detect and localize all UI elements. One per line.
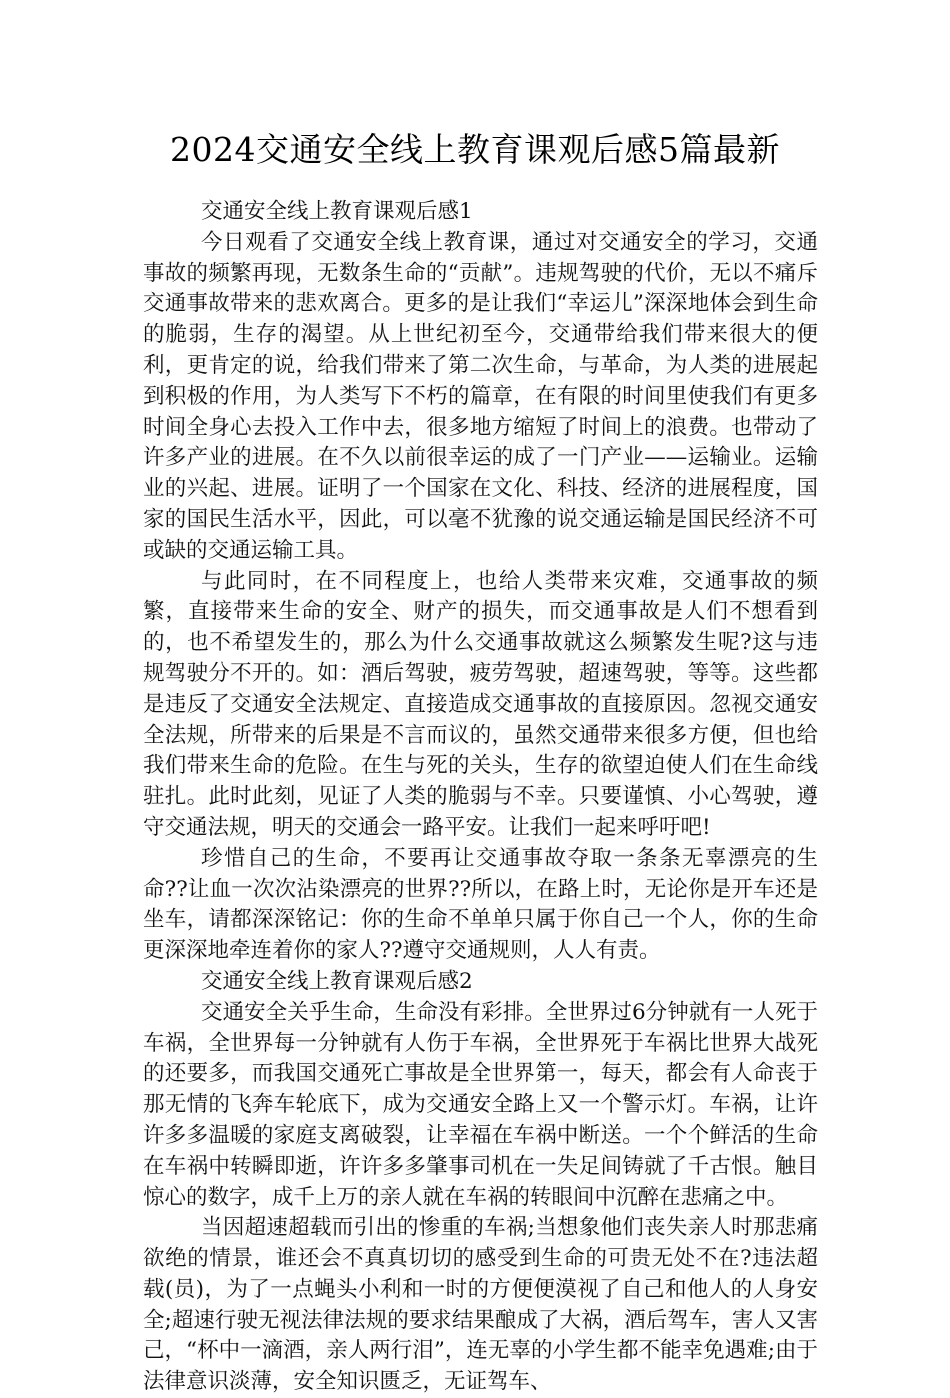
body-paragraph: 珍惜自己的生命，不要再让交通事故夺取一条条无辜漂亮的生命??让血一次次沾染漂亮的世界??所以，在路上时，无论你是开车还是坐车，请都深深铭记：你的生命不单单只属于你自己一个人，你的生命更深深地牵连着你的家人??遵守交通规则，人人有责。 bbox=[143, 845, 818, 964]
section-heading: 交通安全线上教育课观后感1 bbox=[201, 199, 473, 224]
section-heading: 交通安全线上教育课观后感2 bbox=[201, 968, 473, 994]
body-paragraph: 交通安全关乎生命，生命没有彩排。全世界过6分钟就有一人死于车祸，全世界每一分钟就有人伤于车祸，全世界死于车祸比世界大战死的还要多，而我国交通死亡事故是全世界第一，每天，都会有人命丧于那无情的飞奔车轮底下，成为交通安全路上又一个警示灯。车祸，让许许多多温暖的家庭支离破裂，让幸福在车祸中断送。一个个鲜活的生命在车祸中转瞬即逝，许许多多肇事司机在一失足间铸就了千古恨。触目惊心的数字，成千上万的亲人就在车祸的转眼间中沉醉在悲痛之中。 bbox=[143, 999, 818, 1210]
body-paragraph: 当因超速超载而引出的惨重的车祸;当想象他们丧失亲人时那悲痛欲绝的情景，谁还会不真真切切的感受到生命的可贵无处不在?违法超载(员)，为了一点蝇头小利和一时的方便便漠视了自己和他人的人身安全;超速行驶无视法律法规的要求结果酿成了大祸，酒后驾车，害人又害己，“杯中一滴酒，亲人两行泪”，连无辜的小学生都不能幸免遇难;由于法律意识淡薄，安全知识匮乏，无证驾车、 bbox=[143, 1215, 818, 1395]
document-title: 2024交通安全线上教育课观后感5篇最新 bbox=[170, 130, 780, 169]
body-paragraph: 今日观看了交通安全线上教育课，通过对交通安全的学习，交通事故的频繁再现，无数条生命的“贡献”。违规驾驶的代价，无以不痛斥交通事故带来的悲欢离合。更多的是让我们“幸运儿”深深地体会到生命的脆弱，生存的渴望。从上世纪初至今，交通带给我们带来很大的便利，更肯定的说，给我们带来了第二次生命，与革命，为人类的进展起到积极的作用，为人类写下不朽的篇章，在有限的时间里使我们有更多时间全身心去投入工作中去，很多地方缩短了时间上的浪费。也带动了许多产业的进展。在不久以前很幸运的成了一门产业——运输业。运输业的兴起、进展。证明了一个国家在文化、科技、经济的进展程度，国家的国民生活水平，因此，可以毫不犹豫的说交通运输是国民经济不可或缺的交通运输工具。 bbox=[143, 229, 818, 563]
body-paragraph: 与此同时，在不同程度上，也给人类带来灾难，交通事故的频繁，直接带来生命的安全、财产的损失，而交通事故是人们不想看到的，也不希望发生的，那么为什么交通事故就这么频繁发生呢?这与违规驾驶分不开的。如：酒后驾驶，疲劳驾驶，超速驾驶，等等。这些都是违反了交通安全法规定、直接造成交通事故的直接原因。忽视交通安全法规，所带来的后果是不言而议的，虽然交通带来很多方便，但也给我们带来生命的危险。在生与死的关头，生存的欲望迫使人们在生命线驻扎。此时此刻，见证了人类的脆弱与不幸。只要谨慎、小心驾驶，遵守交通法规，明天的交通会一路平安。让我们一起来呼吁吧! bbox=[143, 568, 818, 840]
document-body bbox=[143, 197, 818, 1398]
